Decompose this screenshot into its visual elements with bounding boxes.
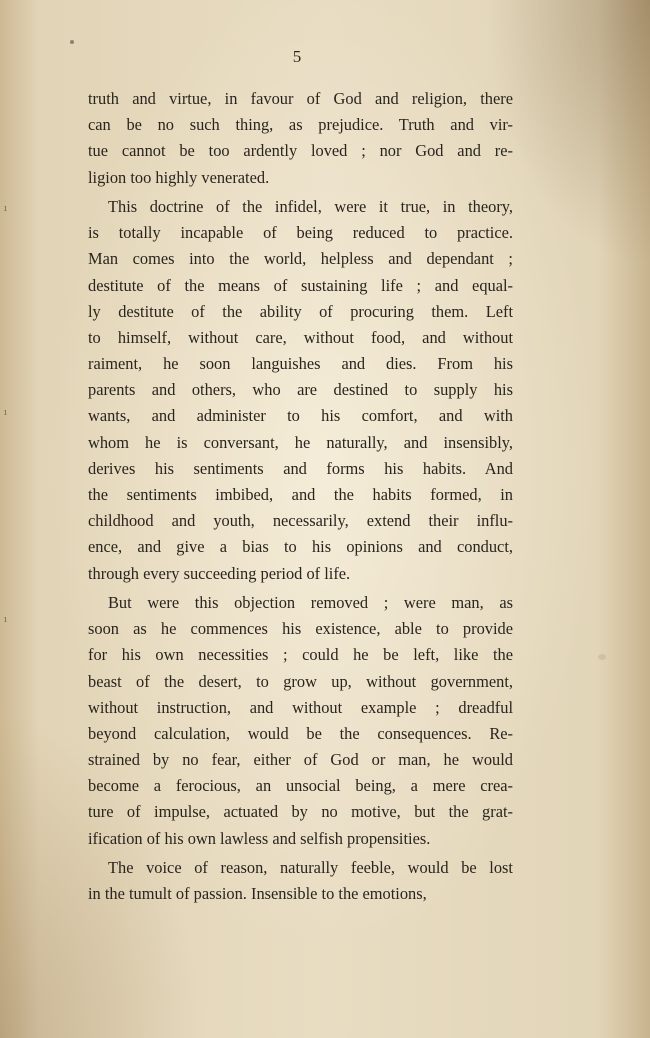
margin-mark: ı: [4, 204, 7, 214]
text-line: to himself, without care, without food, and without: [88, 327, 513, 347]
text-line: ence, and give a bias to his opinions and conduct,: [88, 537, 513, 557]
text-line: is totally incapable of being reduced to practice.: [88, 223, 513, 243]
text-line: beyond calculation, would be the consequences. Re-: [88, 723, 513, 743]
text-line: But were this objection removed ; were man, as: [108, 592, 513, 612]
text-line: without instruction, and without example ; dreadful: [88, 697, 513, 717]
text-line: can be no such thing, as prejudice. Truth and vir-: [88, 115, 513, 135]
text-line: This doctrine of the infidel, were it true, in theory,: [108, 196, 513, 216]
text-line: ly destitute of the ability of procuring them. Left: [88, 301, 513, 321]
text-line: destitute of the means of sustaining life ; and equal-: [88, 275, 513, 295]
margin-mark: ı: [4, 615, 7, 625]
text-line: for his own necessities ; could he be left, like the: [88, 645, 513, 665]
paragraph: [88, 855, 513, 907]
text-line: The voice of reason, naturally feeble, would be lost: [108, 858, 513, 877]
paragraph: [88, 194, 513, 587]
body-text: [88, 86, 513, 911]
text-line: ture of impulse, actuated by no motive, but the grat-: [88, 802, 513, 822]
text-line: through every succeeding period of life.: [88, 563, 351, 583]
text-line: ligion too highly venerated.: [88, 167, 270, 187]
text-line: become a ferocious, an unsocial being, a mere crea-: [88, 776, 513, 796]
text-line: wants, and administer to his comfort, and with: [88, 406, 513, 426]
paper-stain: [70, 40, 74, 44]
margin-mark: ı: [4, 408, 7, 418]
text-line: childhood and youth, necessarily, extend their influ-: [88, 511, 513, 531]
page-number: 5: [292, 47, 302, 66]
text-line: raiment, he soon languishes and dies. From his: [88, 354, 513, 374]
text-line: derives his sentiments and forms his habits. And: [88, 458, 513, 478]
text-line: the sentiments imbibed, and the habits formed, in: [88, 485, 513, 504]
text-line: whom he is conversant, he naturally, and insensibly,: [88, 432, 513, 452]
text-line: tue cannot be too ardently loved ; nor God and re-: [88, 141, 513, 161]
text-line: Man comes into the world, helpless and dependant ;: [88, 249, 513, 269]
paragraph: [88, 590, 513, 852]
paper-stain: [598, 654, 606, 660]
text-line: parents and others, who are destined to supply his: [88, 380, 513, 400]
text-line: ification of his own lawless and selfish propensities.: [88, 828, 431, 848]
text-line: strained by no fear, either of God or man, he would: [88, 750, 513, 770]
text-line: soon as he commences his existence, able to provide: [88, 619, 513, 639]
text-line: truth and virtue, in favour of God and religion, there: [88, 89, 513, 108]
text-line: in the tumult of passion. Insensible to the emotions,: [88, 884, 427, 904]
paragraph: [88, 86, 513, 191]
text-line: beast of the desert, to grow up, without government,: [88, 671, 513, 691]
